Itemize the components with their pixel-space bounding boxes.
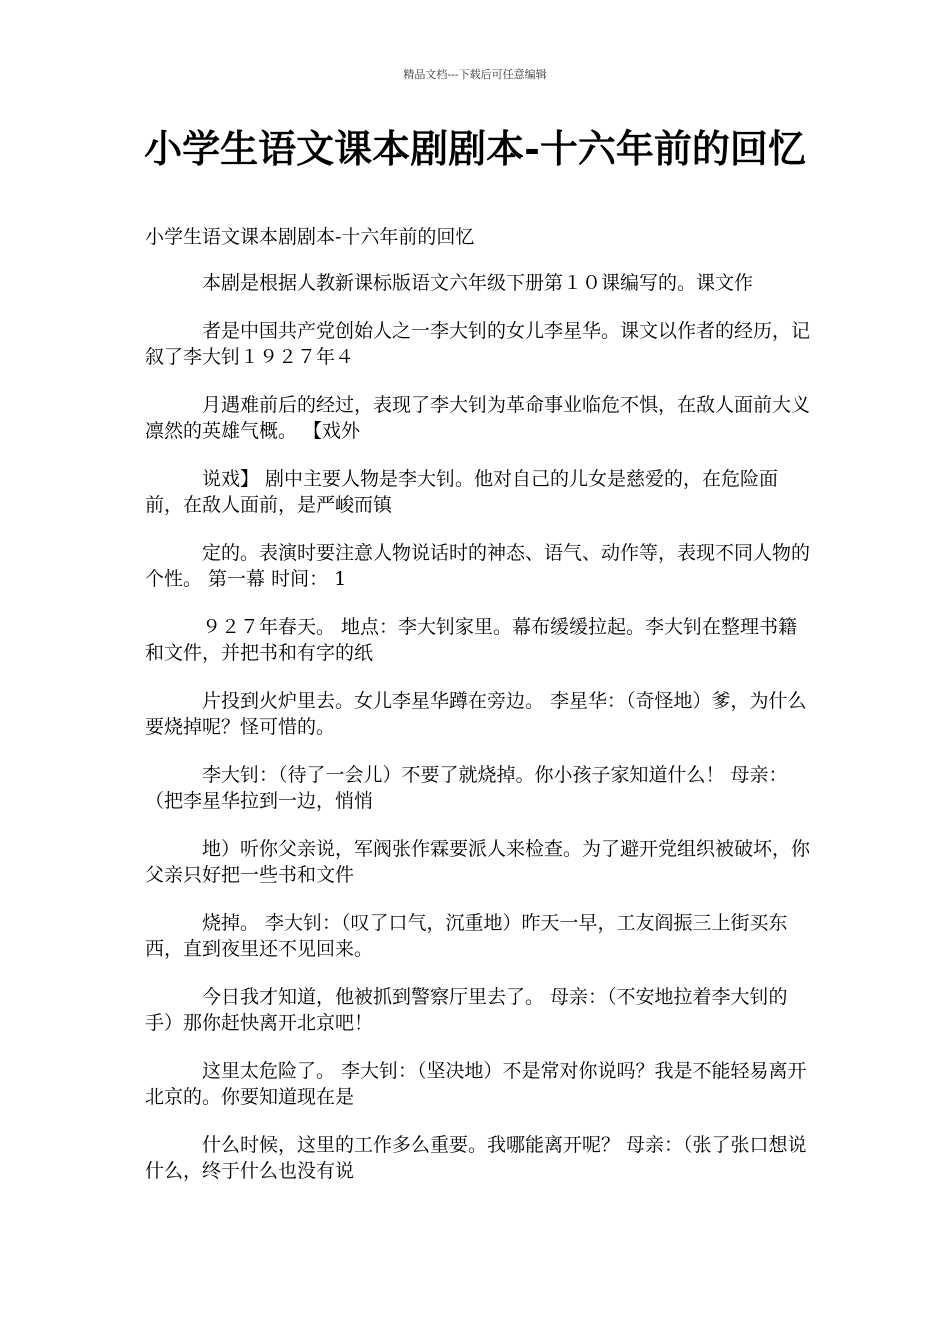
- body-paragraph: 定的。表演时要注意人物说话时的神态、语气、动作等，表现不同人物的个性。 第一幕 时间： 1: [145, 542, 811, 590]
- document-title: 小学生语文课本剧剧本-十六年前的回忆: [144, 126, 806, 171]
- body-paragraph: 今日我才知道，他被抓到警察厅里去了。 母亲：（不安地拉着李大钊的手）那你赶快离开北京吧！: [145, 986, 788, 1034]
- document-body: [145, 270, 810, 1206]
- body-paragraph: 地）听你父亲说，军阀张作霖要派人来检查。为了避开党组织被破坏，你父亲只好把一些书和文件: [145, 838, 811, 886]
- body-paragraph: 本剧是根据人教新课标版语文六年级下册第１０课编写的。课文作: [202, 272, 754, 294]
- body-paragraph: 李大钊：（待了一会儿）不要了就烧掉。你小孩子家知道什么！ 母亲：（把李星华拉到一边，悄悄: [145, 764, 788, 812]
- body-paragraph: 这里太危险了。 李大钊：（坚决地）不是常对你说吗？我是不能轻易离开北京的。你要知道现在是: [145, 1060, 807, 1108]
- body-paragraph: 者是中国共产党创始人之一李大钊的女儿李星华。课文以作者的经历，记叙了李大钊１９２７年４: [145, 320, 811, 368]
- body-paragraph: 什么时候，这里的工作多么重要。我哪能离开呢？ 母亲：（张了张口想说什么，终于什么也没有说: [145, 1134, 807, 1182]
- body-paragraph: 片投到火炉里去。女儿李星华蹲在旁边。 李星华：（奇怪地）爹，为什么要烧掉呢？怪可惜的。: [145, 690, 807, 738]
- body-paragraph: 月遇难前后的经过，表现了李大钊为革命事业临危不惧，在敌人面前大义凛然的英雄气概。 【戏外: [145, 394, 811, 442]
- body-paragraph: 烧掉。 李大钊：（叹了口气，沉重地）昨天一早，工友阎振三上街买东西，直到夜里还不见回来。: [145, 912, 788, 960]
- page-header-note: 精品文档---下载后可任意编辑: [403, 68, 547, 81]
- document-subtitle: 小学生语文课本剧剧本-十六年前的回忆: [145, 226, 475, 248]
- body-paragraph: ９２７年春天。 地点：李大钊家里。幕布缓缓拉起。李大钊在整理书籍和文件，并把书和有字的纸: [145, 616, 798, 664]
- body-paragraph: 说戏】 剧中主要人物是李大钊。他对自己的儿女是慈爱的，在危险面前，在敌人面前，是严峻而镇: [145, 468, 779, 516]
